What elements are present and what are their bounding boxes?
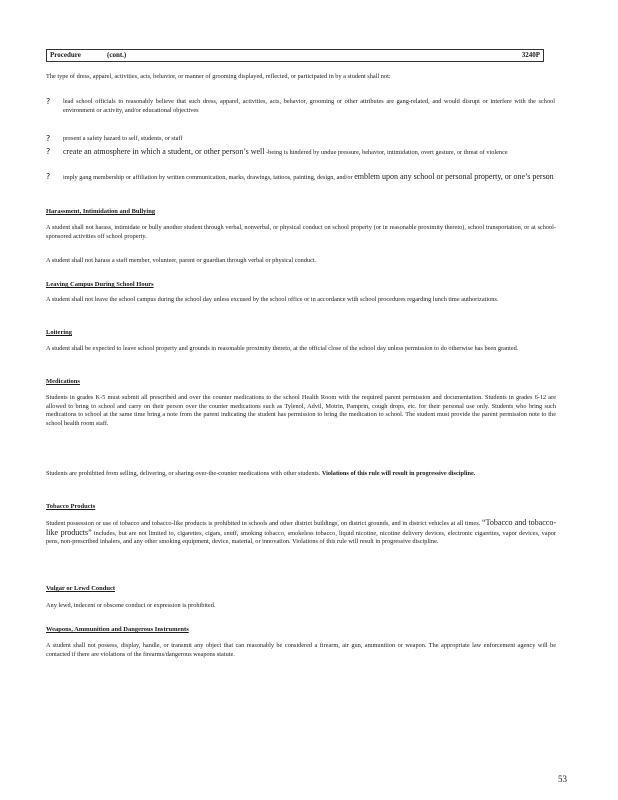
bullet-text: imply gang membership or affiliation by written communication, marks, drawings, tattoos, painting, design, and/or (63, 174, 353, 181)
loitering-paragraph: A student shall be expected to leave school property and grounds in reasonable proximity thereto, at the official close of the school day unless permission to do otherwise has been granted. (46, 345, 519, 352)
vulgar-paragraph: Any lewd, indecent or obscene conduct or expression is prohibited. (46, 602, 216, 609)
bullet-glyph: ? (46, 172, 51, 181)
bullet-text-wrap (63, 173, 555, 183)
policy-code: 3240P (521, 51, 540, 59)
page-number: 53 (558, 774, 567, 784)
bullet-text: -being is hindered by undue pressure, behavior, intimidation, overt gesture, or threat of violence (266, 149, 508, 156)
section-heading-loitering: Loitering (46, 329, 72, 336)
intro-paragraph: The type of dress, apparel, activities, acts, behavior, or manner of grooming displayed, reflected, or participated in by a student shall not: (46, 73, 391, 80)
bullet-text-wrap (63, 148, 555, 158)
leaving-campus-paragraph: A student shall not leave the school campus during the school day unless excused by the school office or in accordance with school procedures regarding lunch time authorizations. (46, 296, 499, 303)
bullet-text: lead school officials to reasonably believe that such dress, apparel, activities, acts, behavior, grooming or other attributes are gang-related, and would disrupt or interfere with the school environment or activity, and/or educational objectives (63, 98, 555, 114)
section-heading-leaving-campus: Leaving Campus During School Hours (46, 281, 154, 288)
tobacco-text-emphasis: “Tobacco and tobacco-like products” (46, 518, 556, 537)
section-heading-tobacco: Tobacco Products (46, 503, 96, 510)
medications-violation-text: Violations of this rule will result in progressive discipline. (321, 470, 476, 477)
harassment-paragraph-1: A student shall not harass, intimidate or bully another student through verbal, nonverbal, or physical conduct on school property (or in reasonable proximity thereto), school transportation, or at school-sponsored activities off school property. (46, 224, 556, 240)
list-item (46, 148, 556, 168)
tobacco-text-a: Student possession or use of tobacco and tobacco-like products is prohibited in schools and other district buildings, on district grounds, and in district vehicles at all times. (46, 520, 481, 527)
bullet-glyph: ? (46, 97, 51, 106)
section-heading-vulgar: Vulgar or Lewd Conduct (46, 585, 116, 592)
bullet-glyph: ? (46, 134, 51, 143)
tobacco-paragraph (46, 519, 556, 547)
medications-paragraph-1: Students in grades K-5 must submit all prescribed and over the counter medications to the school Health Room with the required parent permission and documentation. Students in grades 6-12 are allowed to bring to school and carry on their person over the counter medications such as Tylenol, Advil, Motrin, Pamprin, cough drops, etc. for their personal use only. Students who bring such medications to school at the same time bring a note from the parent indicating the student has permission to bring the medication to school. The student must provide the parent permission note to the school health room staff. (46, 394, 556, 427)
procedure-label: Procedure (50, 51, 81, 59)
bullet-glyph: ? (46, 147, 51, 156)
section-heading-medications: Medications (46, 378, 80, 385)
list-item (46, 135, 556, 147)
harassment-paragraph-2: A student shall not harass a staff member, volunteer, parent or guardian through verbal or physical conduct. (46, 257, 317, 264)
list-item (46, 98, 556, 132)
procedure-header (46, 49, 544, 62)
section-heading-harassment: Harassment, Intimidation and Bullying (46, 208, 156, 215)
tobacco-text-b: includes, but are not limited to, cigarettes, cigars, snuff, smoking tobacco, smokeless tobacco, liquid nicotine, nicotine delivery devices, electronic cigarettes, vapor devices, vapor pens, non-prescribed inhalers, and any other smoking equipment, device, material, or innovation. Violations of this rule will result in progressive discipline. (46, 529, 556, 546)
medications-paragraph-2 (46, 470, 556, 479)
weapons-paragraph: A student shall not possess, display, handle, or transmit any object that can reasonably be considered a firearm, air gun, ammunition or weapon. The appropriate law enforcement agency will be contacted if there are violations of the firearms/dangerous weapons statute. (46, 642, 556, 658)
bullet-text-large: emblem upon any school or personal property, or one’s person (354, 172, 554, 181)
list-item (46, 173, 556, 195)
continued-label: (cont.) (107, 51, 127, 59)
section-heading-weapons: Weapons, Ammunition and Dangerous Instruments (46, 626, 189, 633)
medications-rule-text: Students are prohibited from selling, delivering, or sharing over-the-counter medications with other students. (46, 470, 321, 477)
bullet-text: present a safety hazard to self, students, or staff (63, 135, 183, 142)
bullet-text-large: create an atmosphere in which a student, or other person’s well (63, 147, 265, 156)
